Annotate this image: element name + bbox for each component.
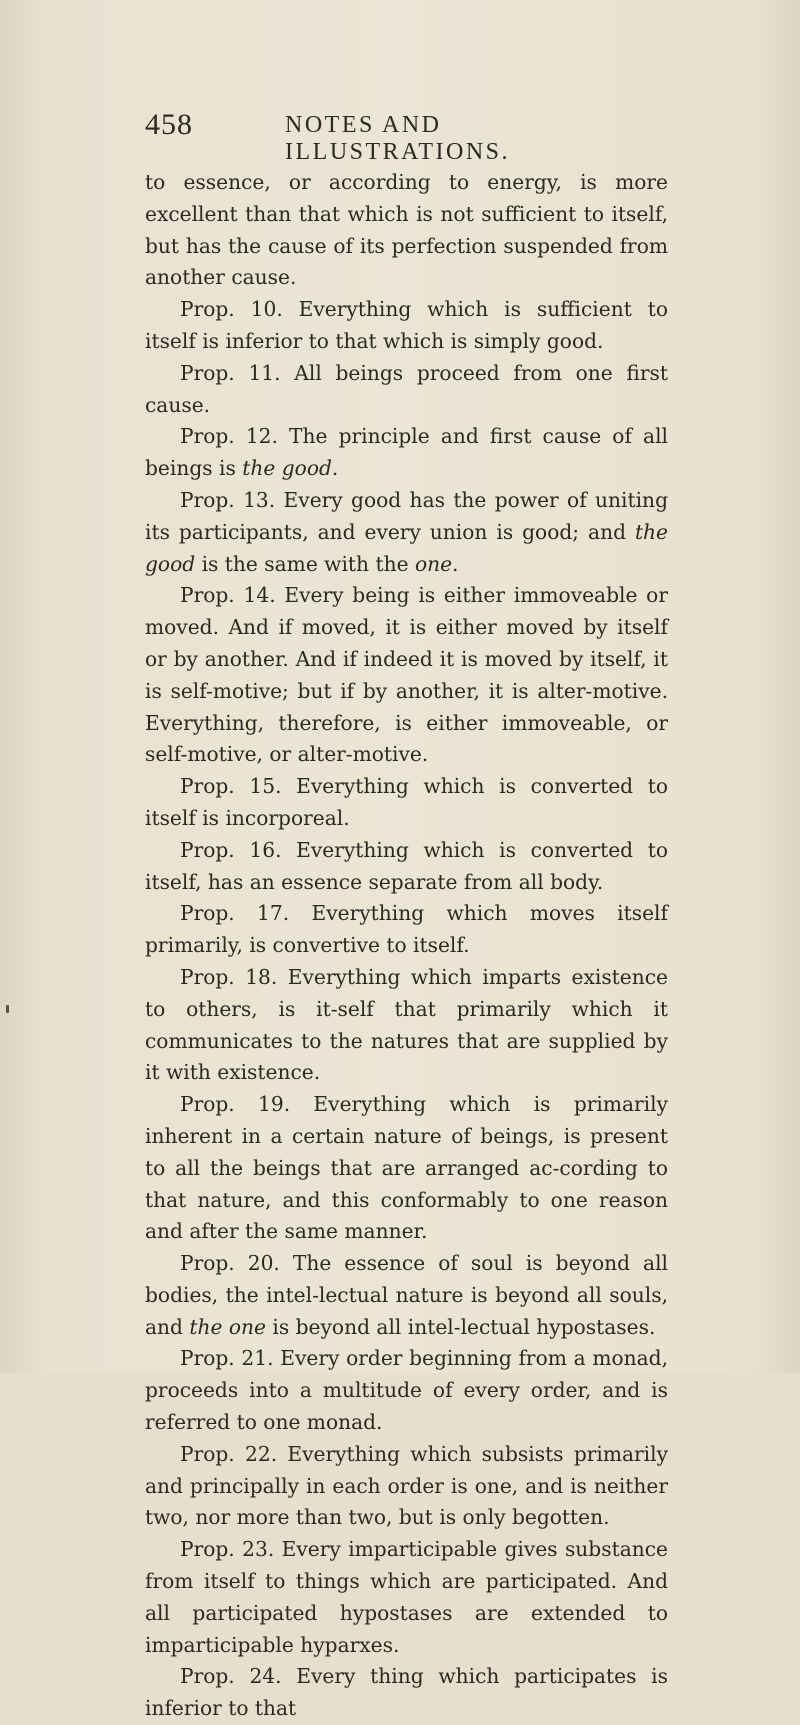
text-segment: Prop. 11. All beings proceed from one first cause. <box>145 360 668 417</box>
paragraph-p16 <box>145 835 668 899</box>
paragraph-p10 <box>145 294 668 358</box>
body-text <box>145 167 668 1725</box>
text-segment: Prop. 15. Everything which is converted to itself is incorporeal. <box>145 774 668 830</box>
paragraph-p24 <box>145 1661 668 1725</box>
text-segment: one. <box>414 551 459 576</box>
margin-mark <box>6 1005 9 1013</box>
paragraph-p15 <box>145 771 668 835</box>
text-segment: Prop. 17. Everything which moves itself primarily, is convertive to itself. <box>145 901 668 958</box>
text-segment: Prop. 16. Everything which is converted to itself, has an essence separate from all body. <box>145 837 668 894</box>
paragraph-p13 <box>145 485 668 580</box>
paragraph-p23 <box>145 1534 668 1661</box>
paragraph-p14 <box>145 580 668 771</box>
paragraph-p18 <box>145 962 668 1089</box>
text-segment: the one <box>189 1314 266 1339</box>
text-segment: Prop. 18. Everything which imparts existence to others, is it-self that primarily which it communicates to the natures that are supplied by it with existence. <box>145 964 668 1085</box>
text-segment: Prop. 10. Everything which is sufficient to itself is inferior to that which is simply good. <box>145 297 668 353</box>
page-number: 458 <box>145 108 193 141</box>
paragraph-p22 <box>145 1439 668 1534</box>
paragraph-p11 <box>145 358 668 422</box>
text-segment: Prop. 14. Every being is either immoveable or moved. And if moved, it is either moved by itself or by another. And if indeed it is moved by itself, it is self-motive; but if by another, it is alter-motive. Everything, therefore, is either immoveable, or self-motive, or alter-motive. <box>145 583 668 767</box>
page-header <box>145 108 665 165</box>
text-segment: Prop. 12. The principle and first cause of all beings is <box>145 424 668 481</box>
text-segment: is beyond all intel-lectual hypostases. <box>265 1314 656 1339</box>
text-segment: is the same with the <box>195 551 415 576</box>
text-segment: Prop. 22. Everything which subsists primarily and principally in each order is one, and is neither two, nor more than two, but is only begotten. <box>145 1441 668 1530</box>
text-segment: Prop. 23. Every imparticipable gives substance from itself to things which are participated. And all participated hypostases are extended to imparticipable hyparxes. <box>145 1537 668 1657</box>
text-segment: to essence, or according to energy, is more excellent than that which is not sufficient to itself, but has the cause of its perfection suspended from another cause. <box>145 170 668 290</box>
running-title: NOTES AND ILLUSTRATIONS. <box>285 112 510 165</box>
text-segment: the good <box>145 519 668 576</box>
paragraph-p12 <box>145 421 668 485</box>
text-segment: Prop. 21. Every order beginning from a monad, proceeds into a multitude of every order, and is referred to one monad. <box>145 1346 668 1435</box>
paragraph-p19 <box>145 1089 668 1248</box>
paragraph-p17 <box>145 898 668 962</box>
text-segment: the good. <box>242 456 339 481</box>
text-segment: Prop. 13. Every good has the power of uniting its participants, and every union is good; and <box>145 487 668 544</box>
text-segment: Prop. 24. Every thing which participates is inferior to that <box>145 1664 668 1721</box>
paragraph-p21 <box>145 1343 668 1438</box>
text-segment: Prop. 19. Everything which is primarily inherent in a certain nature of beings, is present to all the beings that are arranged ac-cording to that nature, and this conformably to one reason and after the same manner. <box>145 1092 668 1244</box>
text-segment: Prop. 20. The essence of soul is beyond all bodies, the intel-lectual nature is beyond all souls, and <box>145 1251 668 1339</box>
paragraph-p20 <box>145 1248 668 1343</box>
paragraph-p0 <box>145 167 668 294</box>
